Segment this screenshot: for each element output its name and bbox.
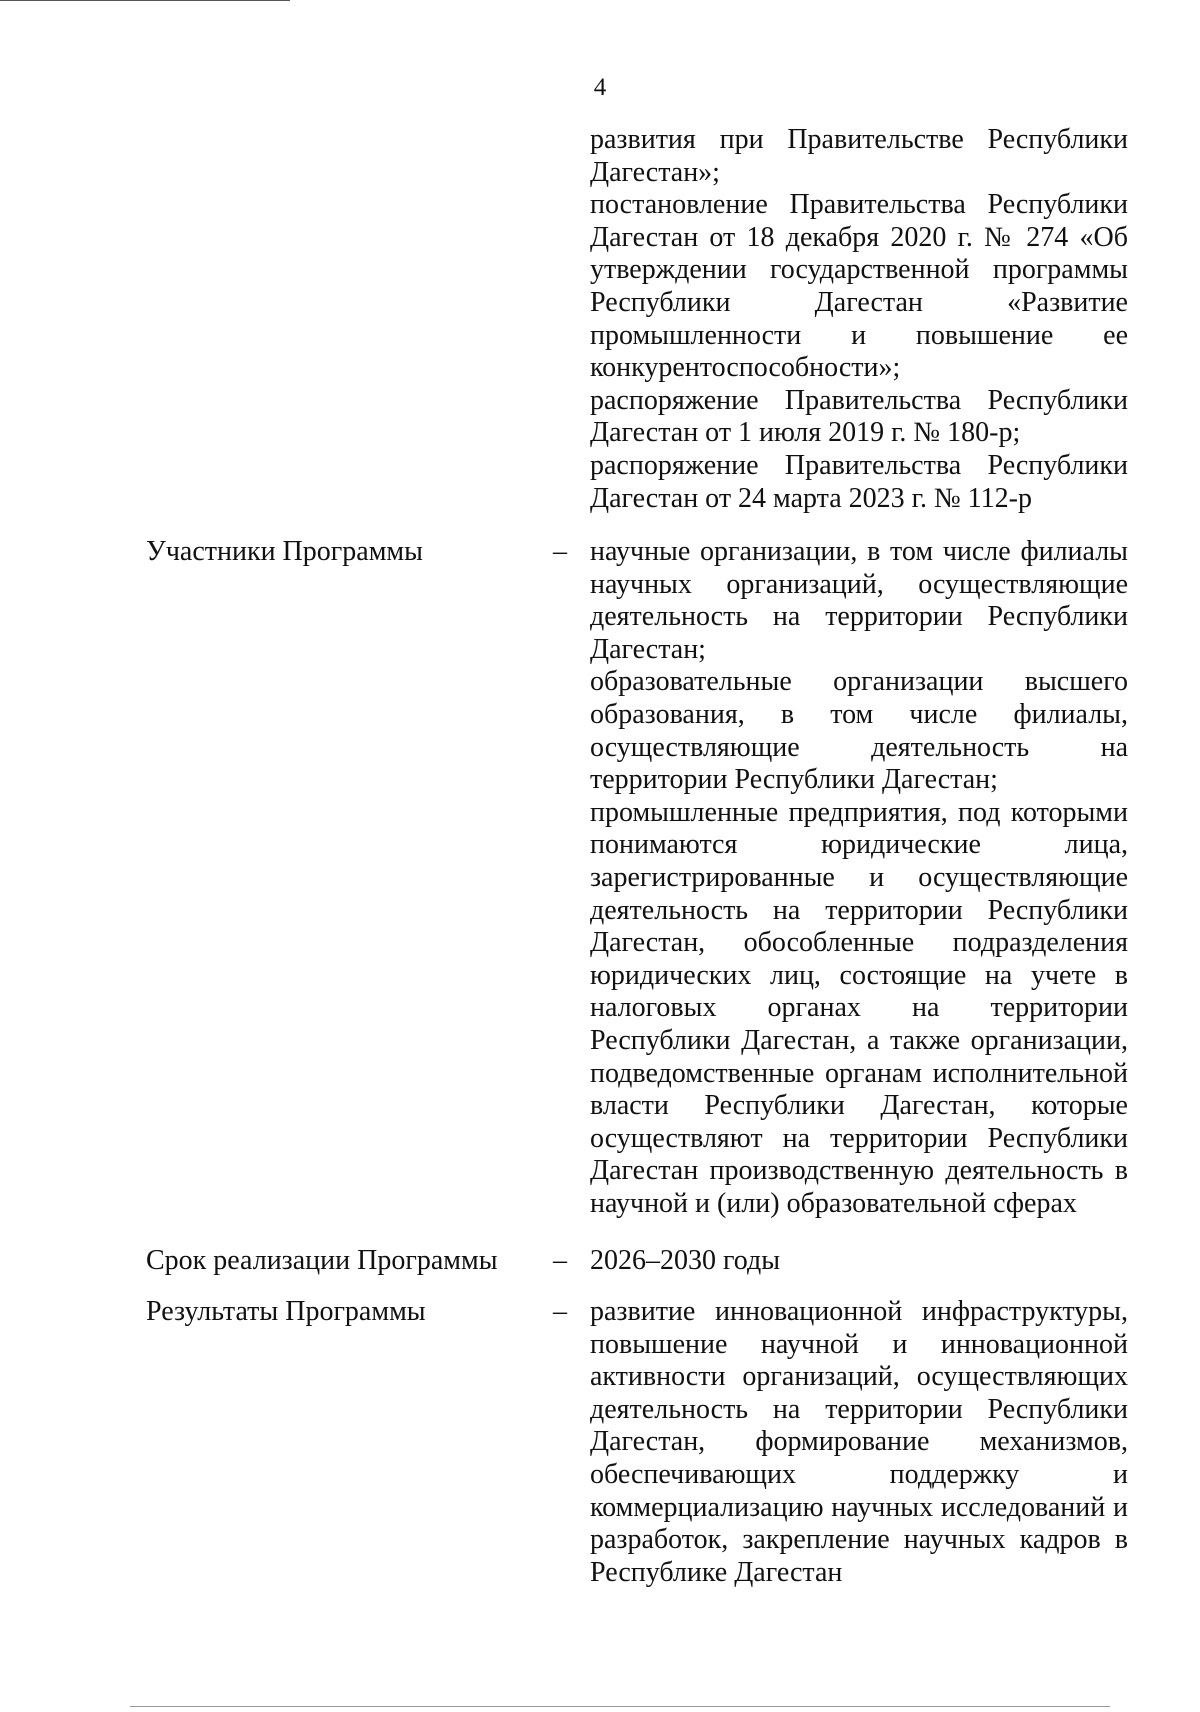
row-value	[590, 1296, 1128, 1589]
row-label: Результаты Программы	[146, 1296, 426, 1327]
scan-edge-top	[0, 0, 290, 1]
continuation-item: распоряжение Правительства Республики Дагестан от 1 июля 2019 г. № 180-р;	[590, 384, 1128, 449]
row-dash: –	[553, 1245, 567, 1276]
row-item: 2026–2030 годы	[590, 1245, 781, 1276]
continuation-value	[590, 124, 1128, 515]
row-value	[590, 1245, 1128, 1278]
row-item: научные организации, в том числе филиалы научных организаций, осуществляющие деятельность на территории Республики Дагестан;	[590, 536, 1128, 665]
page-number: 4	[593, 74, 607, 101]
row-item: развитие инновационной инфраструктуры, повышение научной и инновационной активности организаций, осуществляющих деятельность на территории Республики Дагестан, формирование механизмов, обеспечивающих поддержку и коммерциализацию научных исследований и разработок, закрепление научных кадров в Республике Дагестан	[590, 1296, 1128, 1588]
continuation-item: распоряжение Правительства Республики Дагестан от 24 марта 2023 г. № 112-р	[590, 449, 1128, 514]
row-dash: –	[553, 536, 567, 567]
row-value	[590, 536, 1128, 1220]
row-label: Срок реализации Программы	[146, 1245, 498, 1276]
scan-edge-bottom	[130, 1706, 1110, 1707]
row-dash: –	[553, 1296, 567, 1327]
row-label: Участники Программы	[146, 536, 423, 567]
continuation-item: постановление Правительства Республики Дагестан от 18 декабря 2020 г. № 274 «Об утверждении государственной программы Республики Дагестан «Развитие промышленности и повышение ее конкурентоспособности»;	[590, 189, 1128, 384]
row-item: промышленные предприятия, под которыми понимаются юридические лица, зарегистрированные и осуществляющие деятельность на территории Республики Дагестан, обособленные подразделения юридических лиц, состоящие на учете в налоговых органах на территории Республики Дагестан, а также организации, подведомственные органам исполнительной власти Республики Дагестан, которые осуществляют на территории Республики Дагестан производственную деятельность в научной и (или) образовательной сферах	[590, 796, 1128, 1219]
continuation-item: развития при Правительстве Республики Дагестан»;	[590, 124, 1128, 188]
row-item: образовательные организации высшего образования, в том числе филиалы, осуществляющие деятельность на территории Республики Дагестан;	[590, 666, 1128, 796]
